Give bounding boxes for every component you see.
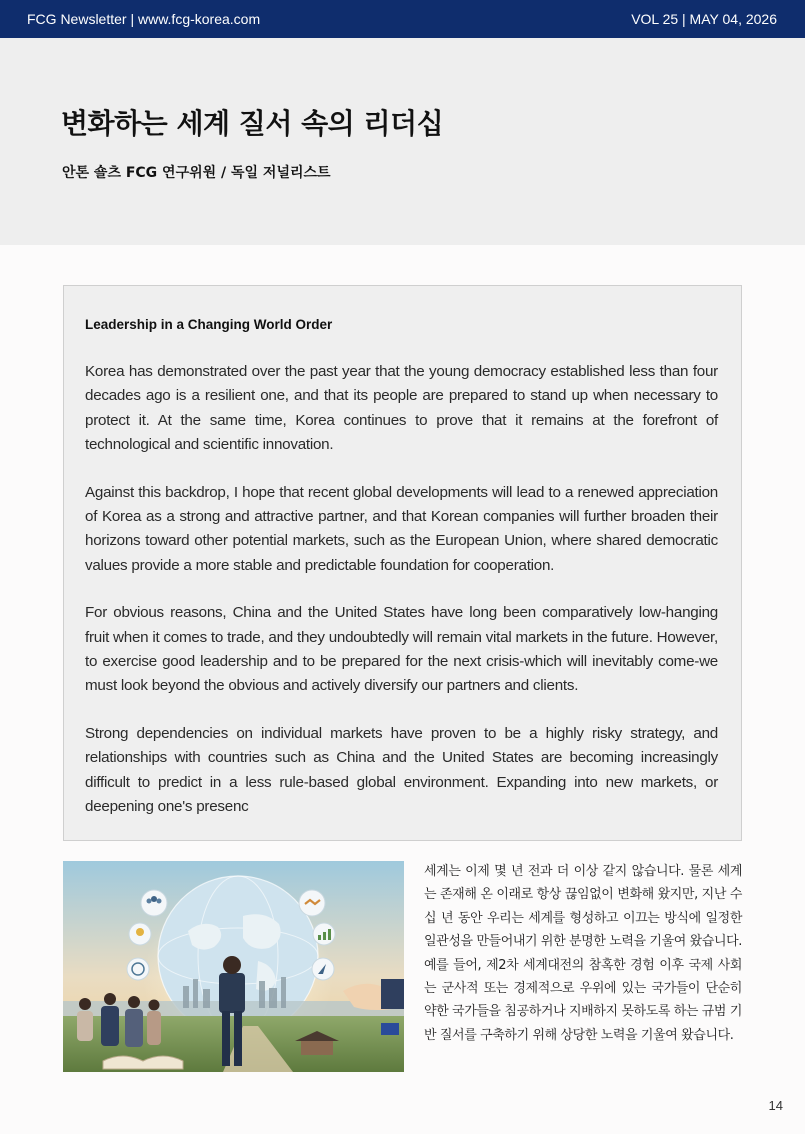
article-byline: 안톤 숄츠 FCG 연구위원 / 독일 저널리스트 (62, 165, 331, 181)
leadership-illustration (63, 861, 404, 1072)
eu-flag-icon (381, 1023, 399, 1035)
hero-banner (0, 38, 805, 245)
english-paragraph: Strong dependencies on individual markets have proven to be a highly risky strategy, and relationships with countries such as China and the United States are becoming increasingly difficult to predict in a less rule-based global environment. Expanding into new markets, or deepening one's presenc (85, 724, 718, 816)
english-paragraphs (85, 360, 718, 843)
english-paragraph: Korea has demonstrated over the past year that the young democracy established less than four decades ago is a resilient one, and that its people are prepared to stand up when necessary to protect it. At the same time, Korea continues to prove that it remains at the forefront of technological and scientific innovation. (85, 363, 718, 454)
world-icon (127, 958, 149, 980)
english-box-heading: Leadership in a Changing World Order (85, 317, 333, 332)
handshake-icon (299, 890, 325, 916)
english-paragraph: For obvious reasons, China and the United States have long been comparatively low-hanging fruit when it comes to trade, and they undoubtedly will remain vital markets in the future. However, to exercise good leadership and to be prepared for the next crisis-which will inevitably come-we must look beyond the obvious and actively diversify our partners and clients. (85, 604, 718, 695)
lightbulb-icon (129, 923, 151, 945)
compass-icon (312, 958, 334, 980)
newsletter-site-label: FCG Newsletter | www.fcg-korea.com (27, 11, 261, 27)
article-title: 변화하는 세계 질서 속의 리더십 (61, 107, 444, 140)
korean-body-text: 세계는 이제 몇 년 전과 더 이상 같지 않습니다. 물론 세계는 존재해 온 이래로 항상 끊임없이 변화해 왔지만, 지난 수십 년 동안 우리는 세계를 형성하고 이끄는 방식에 일정한 일관성을 만들어내기 위한 분명한 노력을 기울여 왔습니다. 예를 들어, 제2차 세계대전의 참혹한 경험 이후 국제 사회는 군사적 또는 경제적으로 우위에 있는 국가들이 단순히 약한 국가들을 침공하거나 지배하지 못하도록 하는 규범 기반 질서를 구축하기 위해 상당한 노력을 기울여 왔습니다. (424, 864, 742, 1043)
english-paragraph: Against this backdrop, I hope that recent global developments will lead to a renewed appreciation of Korea as a strong and attractive partner, and that Korean companies will further broaden their horizons toward other potential markets, such as the European Union, where shared democratic values provide a more stable and predictable foundation for cooperation. (85, 483, 718, 574)
english-summary-box (63, 285, 742, 841)
issue-date-label: VOL 25 | MAY 04, 2026 (631, 11, 777, 27)
top-bar (0, 0, 805, 38)
page-number: 14 (768, 1098, 783, 1113)
growth-chart-icon (313, 923, 335, 945)
team-icon (141, 890, 167, 916)
